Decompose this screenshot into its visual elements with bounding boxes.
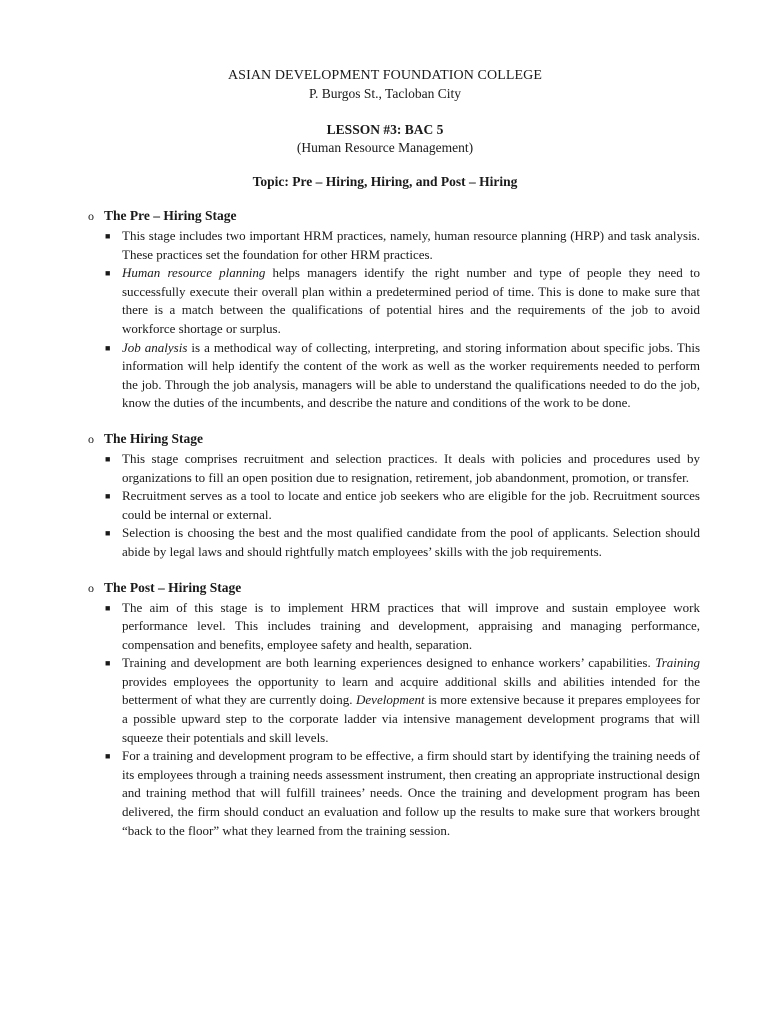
square-bullet-icon: ■	[105, 658, 111, 669]
item-text: The aim of this stage is to implement HRM practices that will improve and sustain employee work performance level. This includes training and development, appraising and managing performance, compensation and benefits, employee safety and health, separation.	[122, 599, 700, 652]
item-term: Training	[655, 655, 700, 671]
item-text: is more extensive because it prepares employees for a possible upward step to the corporate ladder via intensive management development programs that will squeeze their potentials and skill levels.	[122, 692, 700, 745]
lesson-topic: Topic: Pre – Hiring, Hiring, and Post – Hiring	[252, 174, 518, 189]
list-item	[105, 487, 700, 524]
square-bullet-icon: ■	[105, 751, 111, 762]
square-bullet-icon: ■	[105, 268, 111, 279]
bullet-list	[70, 227, 700, 413]
item-term: Human resource planning	[122, 265, 266, 281]
lesson-subject: (Human Resource Management)	[296, 140, 474, 155]
square-bullet-icon: ■	[105, 528, 111, 539]
section-title: The Hiring Stage	[104, 430, 204, 446]
item-text: This stage includes two important HRM practices, namely, human resource planning (HRP) and task analysis. These practices set the foundation for other HRM practices.	[122, 228, 700, 262]
item-text: For a training and development program to be effective, a firm should start by identifying the training needs of its employees through a training needs assessment instrument, then creating an appropriate instructional design and training method that will fulfill trainees’ needs. Once the training and development program has been delivered, the firm should conduct an evaluation and follow up the results to make sure that workers brought “back to the floor” what they learned from the training session.	[122, 748, 700, 838]
list-item	[105, 450, 700, 487]
item-text: is a methodical way of collecting, interpreting, and storing information about specific jobs. This information will help identify the content of the work as well as the worker requirements needed to perform the job. Through the job analysis, managers will be able to understand the qualifications needed to do the job, know the duties of the incumbents, and describe the nature and conditions of the work to be done.	[122, 339, 700, 411]
item-term: Development	[356, 692, 425, 708]
item-text: provides employees the opportunity to learn and acquire additional skills and abilities intended for the betterment of what they are currently doing.	[122, 673, 700, 708]
section-heading	[88, 431, 700, 447]
list-item	[105, 654, 700, 747]
section-hiring	[70, 431, 700, 562]
section-heading	[88, 580, 700, 596]
bullet-list	[70, 599, 700, 841]
square-bullet-icon: ■	[105, 231, 111, 241]
section-heading	[88, 208, 700, 224]
college-address: P. Burgos St., Tacloban City	[309, 86, 461, 101]
list-item	[105, 599, 700, 655]
square-bullet-icon: ■	[105, 491, 111, 502]
list-item	[105, 264, 700, 338]
item-text: Recruitment serves as a tool to locate and entice job seekers who are eligible for the job. Recruitment sources could be internal or external.	[122, 488, 700, 522]
section-title: The Post – Hiring Stage	[104, 579, 242, 595]
bullet-list	[70, 450, 700, 562]
college-name: ASIAN DEVELOPMENT FOUNDATION COLLEGE	[227, 68, 543, 83]
section-post-hiring	[70, 580, 700, 841]
list-item	[105, 227, 700, 264]
section-pre-hiring	[70, 208, 700, 413]
section-title: The Pre – Hiring Stage	[104, 208, 237, 223]
circle-bullet-icon: o	[88, 580, 94, 595]
item-text: helps managers identify the right number and type of people they need to successfully execute their overall plan within a predetermined period of time. This is done to make sure that there is a match between the qualifications of potential hires and the requirements of the job to avoid workforce shortage or surplus.	[122, 265, 700, 336]
circle-bullet-icon: o	[88, 431, 94, 446]
square-bullet-icon: ■	[105, 342, 111, 353]
circle-bullet-icon: o	[88, 209, 94, 223]
list-item	[105, 747, 700, 840]
lesson-title: LESSON #3: BAC 5	[326, 122, 444, 137]
document-header	[70, 68, 700, 190]
item-term: Job analysis	[122, 339, 188, 355]
list-item	[105, 524, 700, 561]
square-bullet-icon: ■	[105, 602, 111, 613]
item-text: Selection is choosing the best and the most qualified candidate from the pool of applicants. Selection should abide by legal laws and should rightfully match employees’ skills with the job requirements.	[122, 525, 700, 559]
item-text: This stage comprises recruitment and selection practices. It deals with policies and procedures used by organizations to fill an open position due to resignation, retirement, job abandonment, promotion, or transfer.	[122, 450, 700, 485]
list-item	[105, 339, 700, 413]
square-bullet-icon: ■	[105, 453, 111, 464]
item-text: Training and development are both learning experiences designed to enhance workers’ capabilities.	[122, 655, 656, 671]
